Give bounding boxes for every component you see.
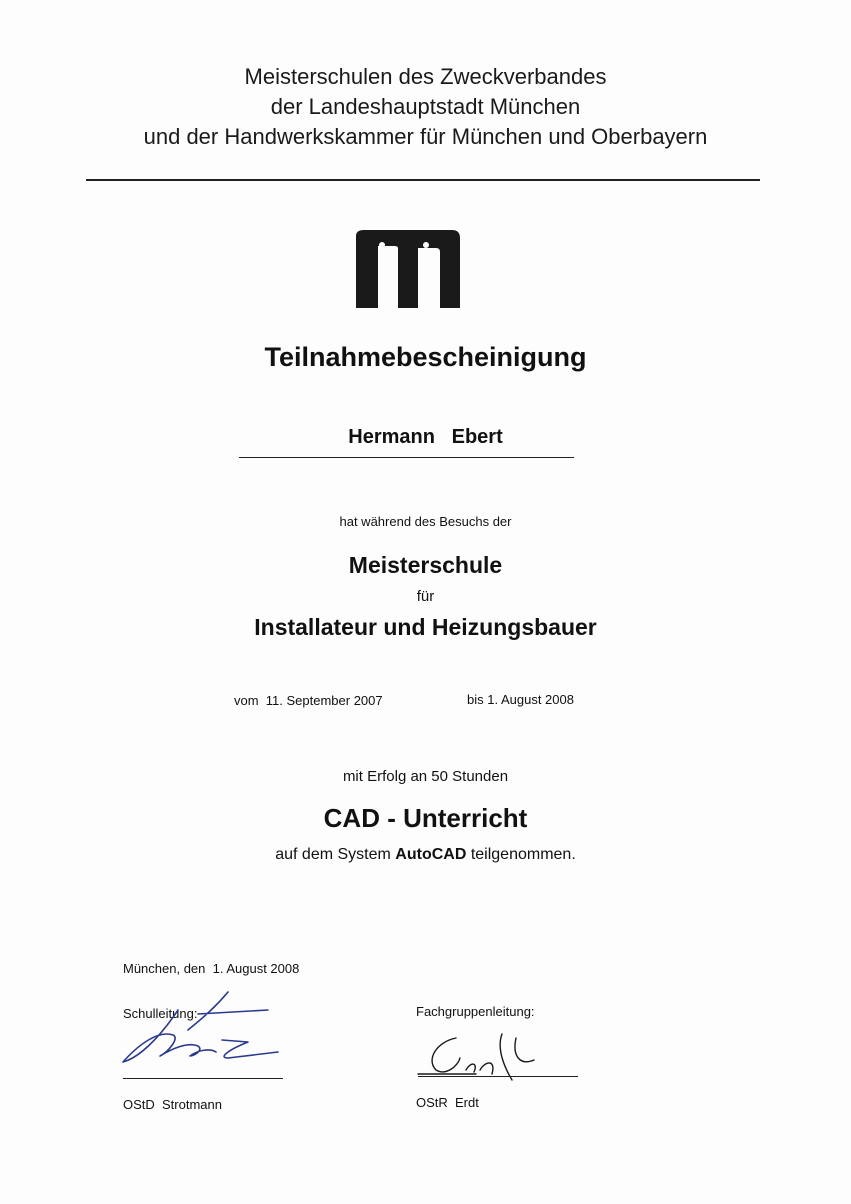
left-signature-label: Schulleitung: [123, 1006, 198, 1021]
header-divider [86, 179, 760, 181]
period-from: vom 11. September 2007 [234, 693, 383, 708]
system-prefix: auf dem System [275, 846, 396, 863]
left-handwritten-signature-icon [118, 990, 298, 1070]
certificate-title: Teilnahmebescheinigung [264, 342, 587, 372]
right-signature-label: Fachgruppenleitung: [416, 1004, 535, 1019]
recipient-name: Hermann Ebert [348, 426, 503, 448]
period-to: bis 1. August 2008 [467, 692, 574, 707]
result-text: mit Erfolg an 50 Stunden [342, 768, 509, 785]
header-line-2: der Landeshauptstadt München [270, 94, 581, 119]
right-signer-name: OStR Erdt [416, 1095, 479, 1110]
system-line [0, 846, 851, 864]
m-logo-icon [356, 230, 460, 308]
left-signer-name: OStD Strotmann [123, 1097, 222, 1112]
school-name: Meisterschule [348, 552, 503, 578]
recipient-underline [239, 457, 574, 458]
system-suffix: teilgenommen. [466, 846, 576, 863]
place-date: München, den 1. August 2008 [123, 961, 300, 976]
right-signature-line [418, 1076, 578, 1077]
header-line-3: und der Handwerkskammer für München und Oberbayern [143, 124, 708, 149]
course-name: CAD - Unterricht [323, 803, 528, 833]
system-name: AutoCAD [395, 846, 467, 863]
intro-text: hat während des Besuchs der [339, 514, 512, 529]
header-line-1: Meisterschulen des Zweckverbandes [244, 64, 607, 89]
right-handwritten-signature-icon [416, 1030, 556, 1086]
trade-name: Installateur und Heizungsbauer [254, 614, 597, 640]
left-signature-line [123, 1078, 283, 1079]
connector-text: für [416, 588, 435, 605]
